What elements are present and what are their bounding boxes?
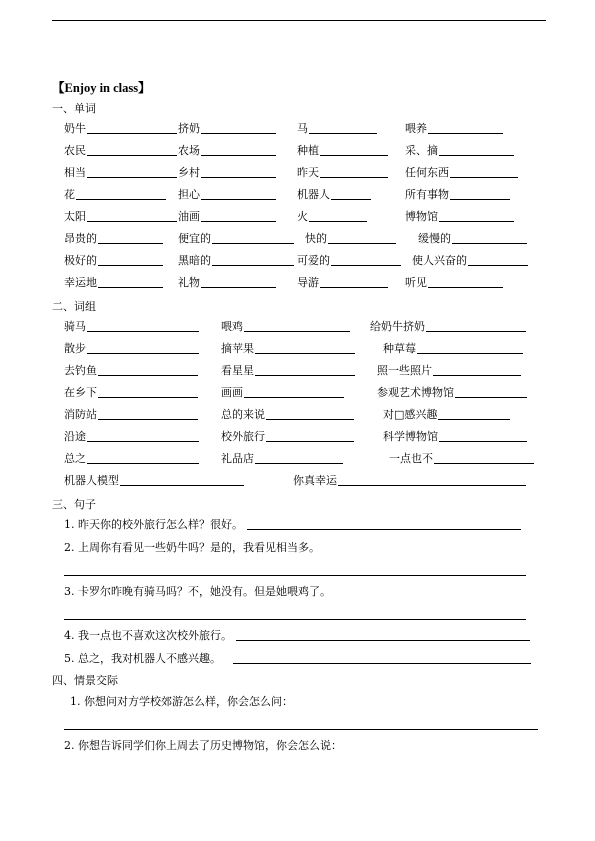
sentence-text: 4. 我一点也不喜欢这次校外旅行。: [64, 629, 232, 642]
answer-line[interactable]: [201, 121, 276, 134]
answer-line[interactable]: [338, 473, 526, 486]
answer-line[interactable]: [98, 231, 163, 244]
word-item: [64, 143, 177, 159]
answer-line[interactable]: [439, 143, 514, 156]
sentence-item: [64, 517, 521, 533]
phrase-item: [64, 407, 198, 423]
phrase-item: [221, 319, 350, 335]
phrase-label: 喂鸡: [221, 320, 243, 333]
answer-line[interactable]: [76, 187, 166, 200]
phrase-item: [370, 319, 526, 335]
answer-line[interactable]: [468, 253, 528, 266]
answer-line[interactable]: [331, 187, 371, 200]
sentence-item: [64, 651, 531, 667]
word-item: [64, 165, 177, 181]
sentence-item: [64, 540, 320, 556]
phrase-row: [0, 363, 595, 381]
phrase-label: 科学博物馆: [383, 430, 438, 443]
phrase-label: 礼品店: [221, 452, 254, 465]
phrase-row: [0, 429, 595, 447]
word-label: 礼物: [178, 276, 200, 289]
answer-line[interactable]: [320, 143, 388, 156]
phrase-label: 在乡下: [64, 386, 97, 399]
answer-line[interactable]: [236, 628, 530, 641]
word-item: [297, 165, 388, 181]
word-item: [64, 275, 163, 291]
word-label: 博物馆: [405, 210, 438, 223]
word-label: 农民: [64, 144, 86, 157]
phrase-label: 给奶牛挤奶: [370, 320, 425, 333]
sentence-text: 2. 上周你有看见一些奶牛吗？是的，我看见相当多。: [64, 541, 320, 554]
word-label: 听见: [405, 276, 427, 289]
sentence-text: 1. 昨天你的校外旅行怎么样？很好。: [64, 518, 243, 531]
phrase-label: 画画: [221, 386, 243, 399]
word-item: [178, 165, 276, 181]
answer-line[interactable]: [201, 275, 276, 288]
word-label: 缓慢的: [418, 232, 451, 245]
word-item: [178, 187, 276, 203]
answer-line[interactable]: [98, 407, 198, 420]
phrase-item: [64, 341, 199, 357]
answer-line[interactable]: [87, 429, 199, 442]
word-item: [297, 121, 377, 137]
answer-line[interactable]: [434, 451, 534, 464]
section-title-phrases: 二、词组: [52, 300, 96, 313]
word-item: [178, 143, 276, 159]
sentence-item: [64, 584, 331, 600]
phrase-row: [0, 407, 595, 425]
word-item: [405, 143, 514, 159]
phrase-item: [64, 473, 244, 489]
word-label: 使人兴奋的: [412, 254, 467, 267]
word-label: 机器人: [297, 188, 330, 201]
answer-line[interactable]: [247, 517, 521, 530]
phrase-item: [221, 341, 355, 357]
answer-line[interactable]: [212, 253, 294, 266]
phrase-label: 去钓鱼: [64, 364, 97, 377]
section-heading: 【Enjoy in class】: [52, 81, 151, 95]
answer-line[interactable]: [64, 619, 526, 620]
answer-line[interactable]: [255, 363, 355, 376]
answer-line[interactable]: [426, 319, 526, 332]
phrase-label: 总之: [64, 452, 86, 465]
answer-line[interactable]: [87, 121, 177, 134]
phrase-label: 一点也不: [389, 452, 433, 465]
word-label: 昂贵的: [64, 232, 97, 245]
phrase-item: [64, 319, 199, 335]
phrase-label: 沿途: [64, 430, 86, 443]
word-item: [297, 253, 401, 269]
answer-line[interactable]: [331, 253, 401, 266]
header-rule: [52, 20, 546, 21]
word-row: [0, 121, 595, 139]
phrase-row: [0, 473, 595, 491]
answer-line[interactable]: [450, 187, 510, 200]
word-label: 火: [297, 210, 308, 223]
phrase-item: [383, 341, 523, 357]
word-item: [178, 209, 276, 225]
section-title-words: 一、单词: [52, 102, 96, 115]
answer-line[interactable]: [87, 165, 177, 178]
answer-line[interactable]: [309, 209, 367, 222]
phrase-label: 照一些照片: [377, 364, 432, 377]
answer-line[interactable]: [98, 253, 163, 266]
phrase-item: [221, 385, 344, 401]
sentence-text: 3. 卡罗尔昨晚有骑马吗？不，她没有。但是她喂鸡了。: [64, 585, 331, 598]
word-label: 喂养: [405, 122, 427, 135]
answer-line[interactable]: [320, 275, 388, 288]
word-item: [297, 187, 371, 203]
phrase-label: 对□感兴趣: [383, 408, 438, 421]
word-label: 黑暗的: [178, 254, 211, 267]
sentence-item: [64, 628, 530, 644]
word-item: [178, 231, 294, 247]
answer-line[interactable]: [98, 363, 198, 376]
word-row: [0, 143, 595, 161]
word-item: [178, 253, 294, 269]
phrase-item: [221, 429, 354, 445]
phrase-item: [64, 429, 199, 445]
word-item: [412, 253, 528, 269]
word-row: [0, 253, 595, 271]
word-item: [305, 231, 396, 247]
answer-line[interactable]: [255, 451, 343, 464]
phrase-label: 你真幸运: [293, 474, 337, 487]
situation-item: [70, 694, 293, 710]
phrase-row: [0, 319, 595, 337]
phrase-label: 校外旅行: [221, 430, 265, 443]
phrase-item: [221, 451, 343, 467]
answer-line[interactable]: [233, 651, 531, 664]
answer-line[interactable]: [212, 231, 294, 244]
word-label: 乡村: [178, 166, 200, 179]
answer-line[interactable]: [98, 275, 163, 288]
word-item: [297, 275, 388, 291]
word-label: 所有事物: [405, 188, 449, 201]
word-item: [64, 253, 163, 269]
phrase-row: [0, 385, 595, 403]
phrase-item: [221, 407, 354, 423]
answer-line[interactable]: [87, 341, 199, 354]
word-item: [405, 165, 518, 181]
word-label: 可爱的: [297, 254, 330, 267]
word-row: [0, 187, 595, 205]
word-item: [405, 187, 510, 203]
phrase-label: 参观艺术博物馆: [377, 386, 454, 399]
phrase-label: 看星星: [221, 364, 254, 377]
phrase-item: [221, 363, 355, 379]
word-item: [405, 121, 503, 137]
phrase-label: 消防站: [64, 408, 97, 421]
phrase-label: 摘苹果: [221, 342, 254, 355]
word-item: [297, 143, 388, 159]
word-label: 昨天: [297, 166, 319, 179]
word-item: [297, 209, 367, 225]
word-label: 奶牛: [64, 122, 86, 135]
phrase-item: [377, 385, 527, 401]
word-item: [178, 275, 276, 291]
answer-line[interactable]: [452, 231, 527, 244]
answer-line[interactable]: [244, 385, 344, 398]
word-label: 采、摘: [405, 144, 438, 157]
word-label: 幸运地: [64, 276, 97, 289]
answer-line[interactable]: [201, 187, 276, 200]
phrase-item: [377, 363, 521, 379]
phrase-item: [64, 363, 198, 379]
word-row: [0, 275, 595, 293]
phrase-label: 总的来说: [221, 408, 265, 421]
word-label: 便宜的: [178, 232, 211, 245]
answer-line[interactable]: [244, 319, 350, 332]
word-label: 快的: [305, 232, 327, 245]
answer-line[interactable]: [201, 165, 276, 178]
phrase-item: [383, 407, 510, 423]
phrase-label: 机器人模型: [64, 474, 119, 487]
phrase-item: [64, 385, 198, 401]
word-item: [405, 209, 514, 225]
answer-line[interactable]: [320, 165, 388, 178]
word-item: [405, 275, 503, 291]
phrase-item: [64, 451, 199, 467]
word-label: 马: [297, 122, 308, 135]
word-label: 挤奶: [178, 122, 200, 135]
word-label: 花: [64, 188, 75, 201]
answer-line[interactable]: [266, 407, 354, 420]
word-label: 种植: [297, 144, 319, 157]
situation-text: 2. 你想告诉同学们你上周去了历史博物馆，你会怎么说：: [64, 739, 342, 752]
word-item: [64, 209, 177, 225]
word-label: 任何东西: [405, 166, 449, 179]
answer-line[interactable]: [266, 429, 354, 442]
phrase-label: 散步: [64, 342, 86, 355]
word-label: 导游: [297, 276, 319, 289]
answer-line[interactable]: [87, 451, 199, 464]
answer-line[interactable]: [87, 143, 177, 156]
answer-line[interactable]: [98, 385, 198, 398]
word-item: [64, 121, 177, 137]
answer-line[interactable]: [87, 209, 177, 222]
word-label: 极好的: [64, 254, 97, 267]
answer-line[interactable]: [201, 143, 276, 156]
answer-line[interactable]: [64, 729, 538, 730]
word-item: [64, 231, 163, 247]
answer-line[interactable]: [439, 209, 514, 222]
situation-text: 1. 你想问对方学校郊游怎么样，你会怎么问：: [70, 695, 293, 708]
answer-line[interactable]: [433, 363, 521, 376]
answer-line[interactable]: [255, 341, 355, 354]
word-item: [178, 121, 276, 137]
answer-line[interactable]: [309, 121, 377, 134]
word-item: [418, 231, 527, 247]
sentence-text: 5. 总之，我对机器人不感兴趣。: [64, 652, 221, 665]
phrase-item: [383, 429, 527, 445]
word-label: 油画: [178, 210, 200, 223]
answer-line[interactable]: [87, 319, 199, 332]
word-row: [0, 231, 595, 249]
word-label: 担心: [178, 188, 200, 201]
section-title-sentences: 三、句子: [52, 498, 96, 511]
answer-line[interactable]: [450, 165, 518, 178]
word-label: 太阳: [64, 210, 86, 223]
answer-line[interactable]: [428, 275, 503, 288]
word-row: [0, 165, 595, 183]
phrase-item: [389, 451, 534, 467]
section-title-situations: 四、情景交际: [52, 674, 118, 687]
answer-line[interactable]: [428, 121, 503, 134]
phrase-row: [0, 451, 595, 469]
answer-line[interactable]: [438, 407, 510, 420]
phrase-row: [0, 341, 595, 359]
phrase-item: [293, 473, 526, 489]
answer-line[interactable]: [64, 575, 526, 576]
word-label: 农场: [178, 144, 200, 157]
answer-line[interactable]: [439, 429, 527, 442]
word-label: 相当: [64, 166, 86, 179]
phrase-label: 骑马: [64, 320, 86, 333]
word-item: [64, 187, 166, 203]
phrase-label: 种草莓: [383, 342, 416, 355]
answer-line[interactable]: [120, 473, 244, 486]
answer-line[interactable]: [328, 231, 396, 244]
answer-line[interactable]: [417, 341, 523, 354]
situation-item: [64, 738, 342, 754]
word-row: [0, 209, 595, 227]
answer-line[interactable]: [201, 209, 276, 222]
answer-line[interactable]: [455, 385, 527, 398]
